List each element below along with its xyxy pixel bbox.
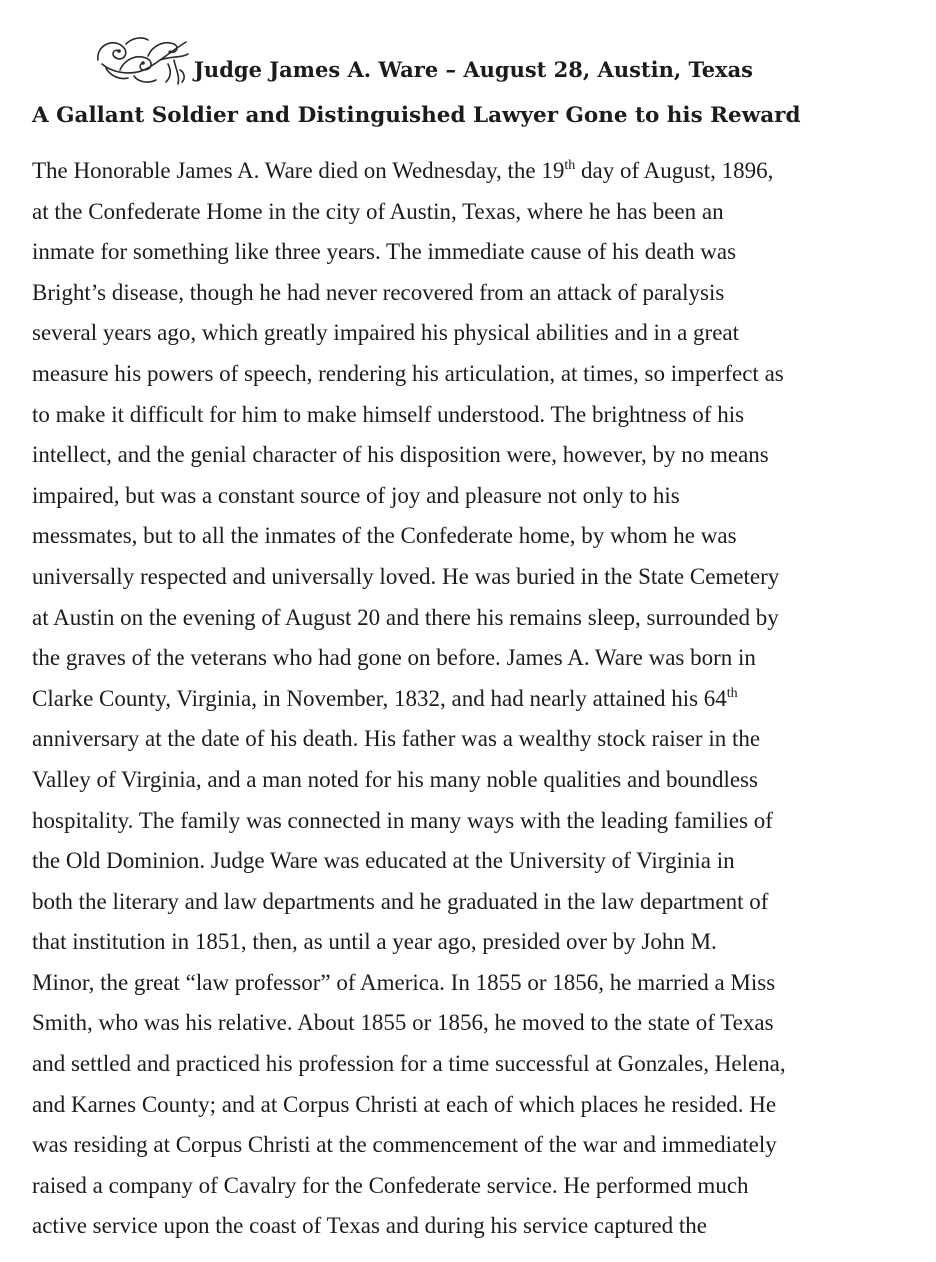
body-text-line (32, 1085, 922, 1126)
body-text: several years ago, which greatly impaired his physical abilities and in a great (32, 320, 740, 346)
body-text-line (32, 1166, 922, 1207)
body-text: day of August, 1896, (575, 158, 774, 183)
body-text-line (32, 557, 922, 598)
body-text-line (32, 638, 922, 679)
ordinal-superscript: th (564, 158, 576, 173)
body-text-line (32, 516, 922, 557)
body-text-line (32, 963, 922, 1004)
body-text-line (32, 679, 922, 720)
body-text: Clarke County, Virginia, in November, 1832, and had nearly attained his 64 (32, 685, 727, 711)
body-text-line (32, 882, 922, 923)
article-title: Judge James A. Ware – August 28, Austin, Texas (194, 57, 754, 82)
body-text: impaired, but was a constant source of joy and pleasure not only to his (32, 482, 680, 508)
body-text-line (32, 435, 922, 476)
body-text: messmates, but to all the inmates of the Confederate home, by whom he was (32, 523, 737, 549)
body-text: at the Confederate Home in the city of Austin, Texas, where he has been an (32, 198, 724, 224)
body-text: and settled and practiced his profession for a time successful at Gonzales, Helena, (32, 1051, 786, 1077)
body-text: and Karnes County; and at Corpus Christi at each of which places he resided. He (32, 1091, 777, 1117)
body-text: at Austin on the evening of August 20 and there his remains sleep, surrounded by (32, 604, 779, 630)
body-text-line (32, 922, 922, 963)
body-text: The Honorable James A. Ware died on Wednesday, the 19 (32, 158, 565, 183)
body-text-line (32, 354, 922, 395)
article-body (32, 151, 922, 1247)
body-text-line (32, 760, 922, 801)
body-text: universally respected and universally loved. He was buried in the State Cemetery (32, 563, 780, 589)
body-text: both the literary and law departments and he graduated in the law department of (32, 888, 769, 914)
body-text: active service upon the coast of Texas and during his service captured the (32, 1213, 707, 1239)
body-text: anniversary at the date of his death. His father was a wealthy stock raiser in the (32, 726, 761, 752)
body-text: to make it difficult for him to make himself understood. The brightness of his (32, 401, 745, 427)
article-subtitle: A Gallant Soldier and Distinguished Lawyer Gone to his Reward (32, 103, 801, 128)
body-text-line (32, 1003, 922, 1044)
body-text: measure his powers of speech, rendering his articulation, at times, so imperfect as (32, 360, 784, 386)
body-text: was residing at Corpus Christi at the commencement of the war and immediately (32, 1132, 777, 1158)
body-text: Valley of Virginia, and a man noted for his many noble qualities and boundless (32, 766, 758, 792)
body-text: Smith, who was his relative. About 1855 or 1856, he moved to the state of Texas (32, 1010, 774, 1036)
body-text: that institution in 1851, then, as until a year ago, presided over by John M. (32, 929, 717, 955)
body-text-line (32, 313, 922, 354)
body-text-line (32, 719, 922, 760)
body-text-line (32, 151, 922, 192)
body-text: hospitality. The family was connected in many ways with the leading families of (32, 807, 773, 833)
body-text: Bright’s disease, though he had never recovered from an attack of paralysis (32, 279, 725, 305)
body-text: inmate for something like three years. The immediate cause of his death was (32, 239, 737, 265)
body-text-line (32, 476, 922, 517)
ordinal-superscript: th (726, 685, 738, 701)
body-text-line (32, 1044, 922, 1085)
body-text-line (32, 598, 922, 639)
body-text-line (32, 841, 922, 882)
body-text: the graves of the veterans who had gone on before. James A. Ware was born in (32, 645, 756, 671)
body-text-line (32, 395, 922, 436)
body-text: Minor, the great “law professor” of America. In 1855 or 1856, he married a Miss (32, 969, 776, 995)
body-text-line (32, 801, 922, 842)
body-text: the Old Dominion. Judge Ware was educated at the University of Virginia in (32, 848, 735, 874)
body-text: raised a company of Cavalry for the Confederate service. He performed much (32, 1172, 749, 1198)
body-text-line (32, 1206, 922, 1247)
body-text-line (32, 232, 922, 273)
body-text: intellect, and the genial character of his disposition were, however, by no means (32, 442, 769, 468)
body-text-line (32, 1125, 922, 1166)
body-text-line (32, 273, 922, 314)
body-text-line (32, 192, 922, 233)
